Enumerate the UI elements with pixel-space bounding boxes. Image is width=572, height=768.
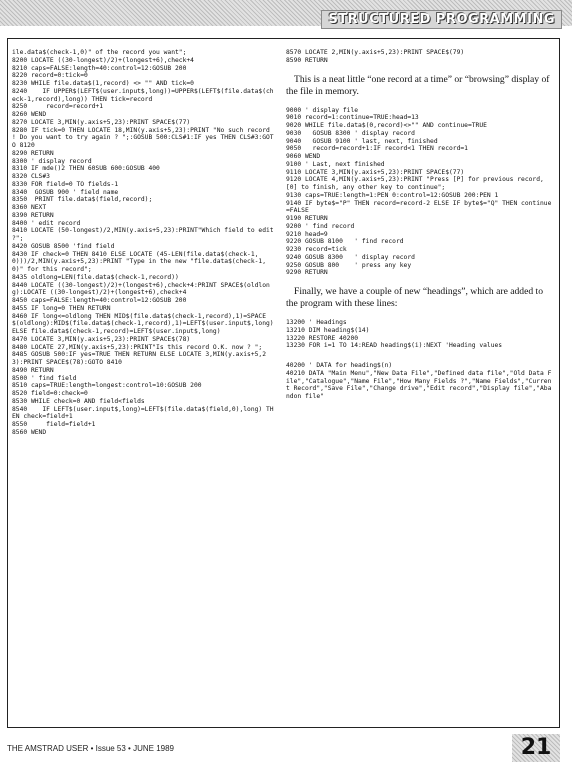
code-line: 9190 RETURN [286, 215, 328, 222]
code-line: 8260 WEND [12, 111, 47, 118]
code-line: 8455 IF long=0 THEN RETURN [12, 304, 111, 312]
code-line: 8520 field=0:check=0 [12, 390, 88, 397]
code-line: 8450 caps=FALSE:length=40:control=12:GOSUB 200 [12, 297, 187, 304]
code-line: 8240 IF UPPER$(LEFT$(user.input$,long))=UPPER$(LEFT$(file.data$(check-1,record),long)) THEN tick=record [12, 87, 274, 103]
code-line: 9000 ' display file [286, 106, 359, 114]
code-line: ile.data$(check-1,0)" of the record you want"; [12, 49, 187, 56]
code-line: 8570 LOCATE 2,MIN(y.axis+5,23):PRINT SPACE$(79) [286, 49, 465, 56]
code-line: 8350 PRINT file.data$(field,record); [12, 196, 153, 204]
code-line: 8470 LOCATE 3,MIN(y.axis+5,23):PRINT SPACE$(78) [12, 335, 191, 343]
article-box [7, 38, 560, 728]
code-line: 8270 LOCATE 3,MIN(y.axis+5,23):PRINT SPACE$(77) [12, 118, 191, 126]
code-line: 8500 ' find field [12, 374, 77, 382]
code-line: 9130 caps=TRUE:length=1:PEN 0:control=12:GOSUB 200:PEN 1 [286, 191, 499, 199]
code-line: 9120 LOCATE 4,MIN(y.axis+5,23):PRINT "Press [P] for previous record, [0] to finish, any other key to continue"; [286, 176, 548, 191]
code-line: 9040 GOSUB 9100 ' last, next, finished [286, 137, 438, 145]
code-line: 8220 record=0:tick=0 [12, 72, 88, 80]
code-line: 8560 WEND [12, 428, 47, 436]
code-line: 8590 RETURN [286, 56, 328, 64]
code-line: 8550 field=field+1 [12, 421, 96, 428]
code-line: 8340 GOSUB 900 ' field name [12, 188, 119, 196]
code-line: 8320 CLS#3 [12, 173, 50, 180]
code-line: 8330 FOR field=0 TO fields-1 [12, 180, 119, 188]
code-line: 8280 IF tick=0 THEN LOCATE 18,MIN(y.axis+5,23):PRINT "No such record ! Do you want to try again ? ";:GOSUB 500:CLS#1:IF yes THEN CLS#3:GOTO 8120 [12, 126, 274, 149]
code-line: 40200 ' DATA for heading$(n) [286, 362, 393, 369]
section-title: STRUCTURED PROGRAMMING [321, 10, 562, 29]
code-line: 13200 ' Headings [286, 319, 347, 326]
code-line: 9060 WEND [286, 153, 321, 160]
code-line: 8290 RETURN [12, 149, 54, 157]
footer-publication: THE AMSTRAD USER • Issue 53 • JUNE 1989 [7, 744, 174, 753]
page-number: 21 [512, 734, 560, 762]
code-line: 8435 oldlong=LEN(file.data$(check-1,record)) [12, 273, 179, 281]
code-line: 8460 IF long<=oldlong THEN MID$(file.data$(check-1,record),1)=SPACE$(oldlong):MID$(file.data$(check-1,record),1)=LEFT$(user.input$,long) ELSE file.data$(check-1,record)=LEFT$(user.input$,long) [12, 312, 278, 335]
code-line: 8440 LOCATE ((30-longest)/2)+(longest+6),check+4:PRINT SPACE$(oldlong):LOCATE ((30-longest)/2)+(longest+6),check+4 [12, 281, 270, 297]
prose-paragraph-2: Finally, we have a couple of new “headings”, which are added to the program with these lines: [286, 286, 543, 309]
code-line: 8310 IF mde()2 THEN 60SUB 600:GOSUB 400 [12, 165, 160, 173]
code-line: 8300 ' display record [12, 157, 92, 165]
code-line: 8540 IF LEFT$(user.input$,long)=LEFT$(file.data$(field,0),long) THEN check=field+1 [12, 405, 274, 421]
code-line: 9110 LOCATE 3,MIN(y.axis+5,23):PRINT SPACE$(77) [286, 168, 465, 176]
code-line: 8420 GOSUB 8500 'find field [12, 242, 115, 250]
code-line: 9210 head=9 [286, 230, 328, 238]
spacer [286, 350, 552, 362]
code-line: 8410 LOCATE (50-longest)/2,MIN(y.axis+5,23):PRINT"Which field to edit ?"; [12, 227, 278, 242]
code-line: 13230 FOR i=1 TO 14:READ heading$(i):NEXT 'Heading values [286, 342, 503, 350]
prose-paragraph-1: This is a neat little “one record at a time” or “browsing” display of the file in memory. [286, 73, 550, 97]
code-listing-middle [286, 107, 552, 278]
left-code-column [12, 49, 278, 437]
code-line: 13220 RESTORE 40200 [286, 334, 359, 342]
code-line: 9220 GOSUB 8100 ' find record [286, 238, 404, 246]
code-line: 8360 NEXT [12, 204, 47, 211]
code-line: 8490 RETURN [12, 366, 54, 374]
code-line: 9230 record=tick [286, 246, 347, 253]
code-line: 8485 GOSUB 500:IF yes=TRUE THEN RETURN ELSE LOCATE 3,MIN(y.axis+5,23):PRINT SPACE$(78):GOTO 8410 [12, 351, 267, 366]
code-listing-data [286, 362, 552, 401]
code-line: 8210 caps=FALSE:length=40:control=12:GOSUB 200 [12, 64, 187, 72]
code-line: 40210 DATA "Main Menu","New Data File","Defined data file","Old Data File","Catalogue","Name File","How Many Fields ?","Name Fields","Current Record","Save File","Change drive","Edit record","Display file","Abandon file" [286, 369, 552, 400]
code-line: 8390 RETURN [12, 211, 54, 219]
code-line: 9020 WHILE file.data$(0,record)<>"" AND continue=TRUE [286, 122, 487, 129]
right-column [286, 49, 552, 401]
code-line: 9290 RETURN [286, 269, 328, 277]
code-listing-top [286, 49, 552, 65]
code-line: 13210 DIM heading$(14) [286, 326, 370, 334]
code-listing-headings [286, 319, 552, 350]
code-line: 9250 GOSUB 800 ' press any key [286, 261, 412, 269]
code-line: 9100 ' Last, next finished [286, 160, 385, 168]
code-line: 8230 WHILE file.data$(1,record) <> "" AND tick=0 [12, 80, 194, 87]
code-line: 8530 WHILE check=0 AND field<fields [12, 397, 145, 405]
code-line: 9200 ' find record [286, 222, 355, 230]
code-line: 8400 ' edit record [12, 219, 81, 227]
code-line: 8250 record=record+1 [12, 103, 103, 111]
code-line: 8430 IF check=0 THEN 8410 ELSE LOCATE (45-LEN(file.data$(check-1,0)))/2,MIN(y.axis+5,23):PRINT "Type in the new "file.data$(check-1,0)" for this record"; [12, 250, 267, 273]
code-line: 9010 record=1:continue=TRUE:head=13 [286, 114, 419, 122]
code-line: 9240 GOSUB 8300 ' display record [286, 253, 415, 261]
code-line: 9140 IF byte$="P" THEN record=record-2 ELSE IF byte$="Q" THEN continue=FALSE [286, 199, 552, 215]
code-line: 8200 LOCATE ((30-longest)/2)+(longest+6),check+4 [12, 56, 194, 64]
code-line: 8510 caps=TRUE:length=longest:control=10:GOSUB 200 [12, 382, 202, 390]
code-line: 9030 GOSUB 8300 ' display record [286, 129, 415, 137]
code-line: 8480 LOCATE 27,MIN(y.axis+5,23):PRINT"Is this record O.K. now ? "; [12, 343, 263, 351]
code-line: 9050 record=record+1:IF record<1 THEN record=1 [286, 145, 468, 153]
